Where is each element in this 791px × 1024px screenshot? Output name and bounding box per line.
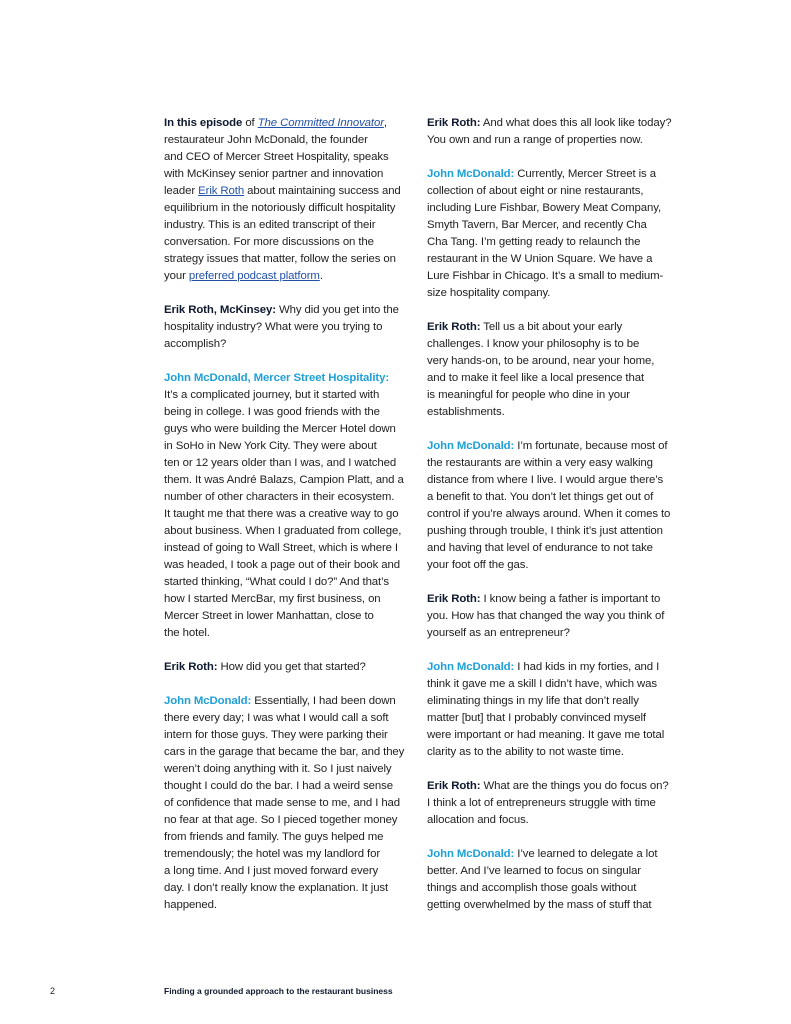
speaker-label: Erik Roth, McKinsey:: [164, 304, 276, 316]
intro-line: about maintaining success and: [244, 185, 401, 197]
text-line: I had kids in my forties, and I: [514, 661, 660, 673]
answer-paragraph: [427, 166, 673, 302]
text-line: from friends and family. The guys helped me: [164, 831, 384, 843]
text-line: a long time. And I just moved forward every: [164, 865, 379, 877]
text-line: ten or 12 years older than I was, and I watched: [164, 457, 397, 469]
intro-line: with McKinsey senior partner and innovation: [164, 168, 384, 180]
text-line: Mercer Street in lower Manhattan, close to: [164, 610, 374, 622]
text-line: you. How has that changed the way you think of: [427, 610, 665, 622]
intro-line: industry. This is an edited transcript of their: [164, 219, 376, 231]
text-line: getting overwhelmed by the mass of stuff that: [427, 899, 652, 911]
text-line: a benefit to that. You don’t let things get out of: [427, 491, 654, 503]
text-line: cars in the garage that became the bar, and they: [164, 746, 405, 758]
text-line: And what does this all look like today?: [480, 117, 672, 129]
page-number: 2: [50, 986, 56, 996]
text-line: hospitality industry? What were you trying to: [164, 321, 383, 333]
speaker-label: Erik Roth:: [427, 321, 481, 333]
text-line: was headed, I took a page out of their book and: [164, 559, 400, 571]
text-line: collection of about eight or nine restaurants,: [427, 185, 644, 197]
text-line: Smyth Tavern, Bar Mercer, and recently Cha: [427, 219, 647, 231]
intro-line: and CEO of Mercer Street Hospitality, speaks: [164, 151, 389, 163]
text-line: instead of going to Wall Street, which is where I: [164, 542, 398, 554]
text-line: and to make it feel like a local presence that: [427, 372, 645, 384]
question-paragraph: [164, 302, 410, 353]
speaker-label: Erik Roth:: [427, 780, 481, 792]
text-line: restaurant in the W Union Square. We have a: [427, 253, 653, 265]
text-line: allocation and focus.: [427, 814, 529, 826]
left-column: [164, 115, 410, 931]
text-line: Tell us a bit about your early: [480, 321, 623, 333]
speaker-label: Erik Roth:: [164, 661, 218, 673]
speaker-label: Erik Roth:: [427, 593, 481, 605]
text-line: things and accomplish those goals without: [427, 882, 637, 894]
text-line: I’m fortunate, because most of: [514, 440, 668, 452]
text-line: happened.: [164, 899, 217, 911]
text-line: started thinking, “What could I do?” And that’s: [164, 576, 389, 588]
speaker-label: John McDonald:: [427, 168, 515, 180]
text-line: there every day; I was what I would call a soft: [164, 712, 389, 724]
intro-line: restaurateur John McDonald, the founder: [164, 134, 368, 146]
speaker-label: John McDonald:: [427, 440, 515, 452]
question-paragraph: [427, 319, 673, 421]
speaker-label: John McDonald:: [164, 695, 252, 707]
text-line: thought I could do the bar. I had a weird sense: [164, 780, 393, 792]
text-line: intern for those guys. They were parking their: [164, 729, 388, 741]
text-line: distance from where I live. I would argue there’s: [427, 474, 664, 486]
answer-paragraph: [427, 438, 673, 574]
speaker-label: Erik Roth:: [427, 117, 481, 129]
text-line: yourself as an entrepreneur?: [427, 627, 570, 639]
intro-line: conversation. For more discussions on the: [164, 236, 374, 248]
text-line: day. I don’t really know the explanation. It just: [164, 882, 389, 894]
intro-lead: In this episode: [164, 117, 243, 129]
question-paragraph: [427, 115, 673, 149]
text-line: You own and run a range of properties now.: [427, 134, 643, 146]
text-line: Why did you get into the: [275, 304, 399, 316]
erik-roth-link[interactable]: Erik Roth: [198, 185, 245, 197]
footer-title: Finding a grounded approach to the restaurant business: [164, 986, 393, 996]
answer-paragraph: [427, 846, 673, 914]
text-line: number of other characters in their ecosystem.: [164, 491, 395, 503]
text-line: about business. When I graduated from college,: [164, 525, 402, 537]
text-line: tremendously; the hotel was my landlord for: [164, 848, 381, 860]
text-line: were important or had meaning. It gave me total: [427, 729, 665, 741]
podcast-platform-link[interactable]: preferred podcast platform: [188, 270, 320, 282]
text-line: think it gave me a skill I didn’t have, which was: [427, 678, 657, 690]
speaker-label: John McDonald:: [427, 848, 515, 860]
text-line: Essentially, I had been down: [251, 695, 396, 707]
text-line: Cha Tang. I’m getting ready to relaunch the: [427, 236, 641, 248]
text-line: very hands-on, to be around, near your home,: [427, 355, 655, 367]
text-line: of confidence that made sense to me, and I had: [164, 797, 401, 809]
text-line: no fear at that age. So I pieced together money: [164, 814, 398, 826]
text-line: It taught me that there was a creative way to go: [164, 508, 399, 520]
answer-paragraph: [164, 693, 410, 914]
text-line: challenges. I know your philosophy is to be: [427, 338, 640, 350]
question-paragraph: [164, 659, 410, 676]
text-line: clarity as to the ability to not waste time.: [427, 746, 624, 758]
text-line: How did you get that started?: [217, 661, 366, 673]
text-line: It’s a complicated journey, but it started with: [164, 389, 380, 401]
intro-line: equilibrium in the notoriously difficult hospitality: [164, 202, 396, 214]
text-line: I’ve learned to delegate a lot: [514, 848, 658, 860]
intro-comma: ,: [383, 117, 387, 129]
intro-line: .: [319, 270, 323, 282]
text-line: size hospitality company.: [427, 287, 551, 299]
text-line: Currently, Mercer Street is a: [514, 168, 656, 180]
text-line: your foot off the gas.: [427, 559, 529, 571]
intro-of: of: [242, 117, 258, 129]
speaker-label: John McDonald, Mercer Street Hospitality:: [164, 372, 390, 384]
text-line: matter [but] that I probably convinced myself: [427, 712, 646, 724]
speaker-label: John McDonald:: [427, 661, 515, 673]
text-line: guys who were building the Mercer Hotel down: [164, 423, 396, 435]
text-line: pushing through trouble, I think it’s just attention: [427, 525, 663, 537]
answer-paragraph: [164, 370, 410, 642]
text-line: is meaningful for people who dine in your: [427, 389, 630, 401]
text-line: in SoHo in New York City. They were about: [164, 440, 377, 452]
intro-line: your: [164, 270, 189, 282]
text-line: accomplish?: [164, 338, 227, 350]
text-line: the restaurants are within a very easy walking: [427, 457, 653, 469]
intro-line: strategy issues that matter, follow the series on: [164, 253, 396, 265]
text-line: the hotel.: [164, 627, 210, 639]
text-line: and having that level of endurance to not take: [427, 542, 653, 554]
text-line: including Lure Fishbar, Bowery Meat Company,: [427, 202, 662, 214]
text-line: being in college. I was good friends with the: [164, 406, 380, 418]
text-line: them. It was André Balazs, Campion Platt, and a: [164, 474, 404, 486]
text-line: I think a lot of entrepreneurs struggle with time: [427, 797, 656, 809]
text-line: What are the things you do focus on?: [480, 780, 669, 792]
intro-line: leader: [164, 185, 199, 197]
intro-paragraph: [164, 115, 410, 285]
text-line: how I started MercBar, my first business, on: [164, 593, 381, 605]
text-line: control if you’re always around. When it comes to: [427, 508, 671, 520]
podcast-title-link[interactable]: The Committed Innovator: [257, 117, 384, 129]
question-paragraph: [427, 778, 673, 829]
text-line: establishments.: [427, 406, 505, 418]
answer-paragraph: [427, 659, 673, 761]
question-paragraph: [427, 591, 673, 642]
right-column: [427, 115, 673, 931]
text-line: Lure Fishbar in Chicago. It’s a small to medium-: [427, 270, 664, 282]
text-line: eliminating things in my life that don’t really: [427, 695, 639, 707]
text-line: better. And I’ve learned to focus on singular: [427, 865, 641, 877]
text-line: weren’t doing anything with it. So I just naively: [164, 763, 392, 775]
text-line: I know being a father is important to: [480, 593, 661, 605]
